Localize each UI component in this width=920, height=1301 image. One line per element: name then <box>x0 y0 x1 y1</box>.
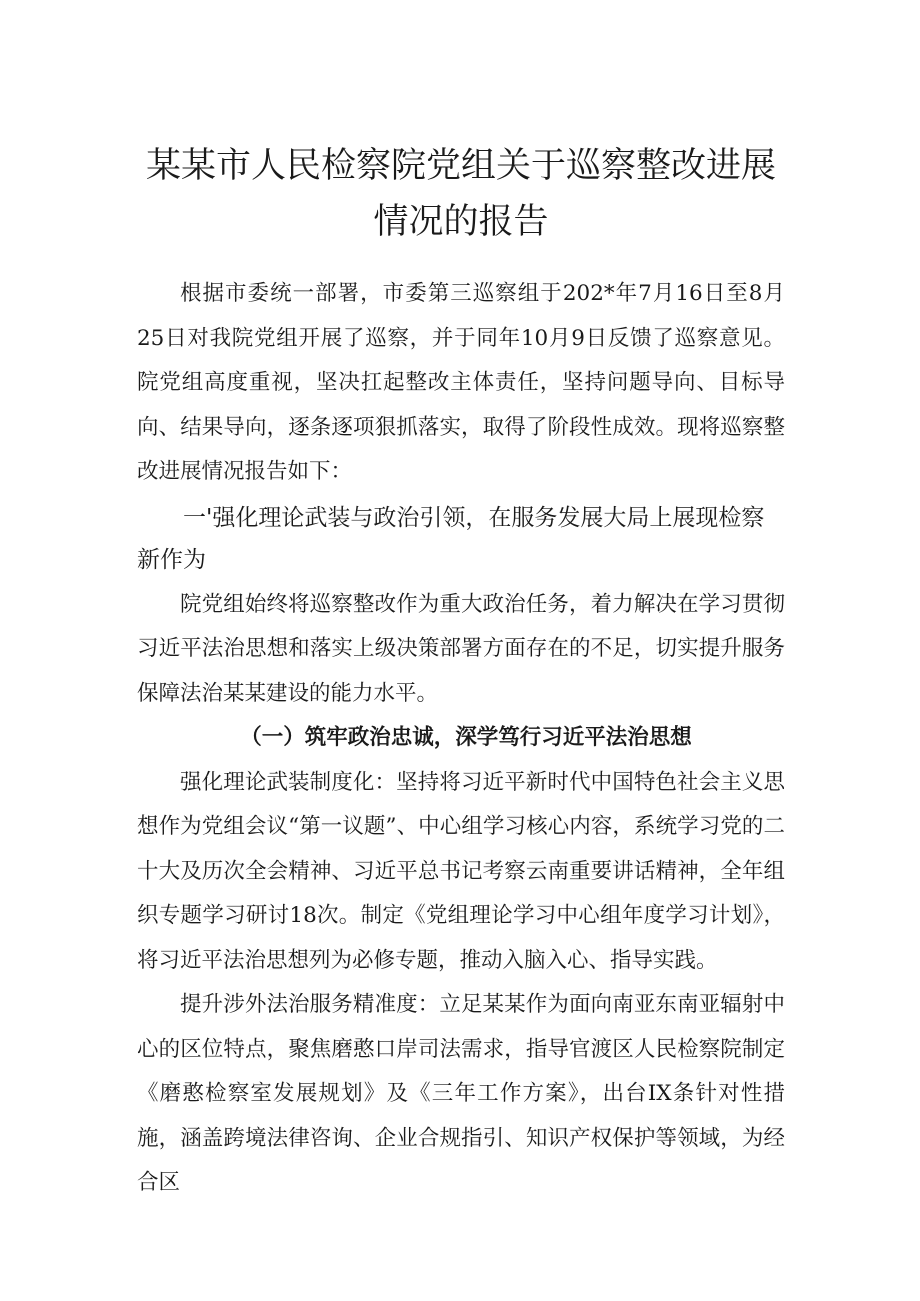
document-title <box>137 138 785 250</box>
subsection-1-heading: （一）筑牢政治忠诚，深学笃行习近平法治思想 <box>240 725 692 750</box>
title-line-1: 某某市人民检察院党组关于巡察整改进展 <box>145 146 776 186</box>
paragraph-theory-study: 强化理论武装制度化：坚持将习近平新时代中国特色社会主义思想作为党组会议“第一议题”、中心组学习核心内容，系统学习党的二十大及历次全会精神、习近平总书记考察云南重要讲话精神，全年组织专题学习研讨18次。制定《党组理论学习中心组年度学习计划》，将习近平法治思想列为必修专题，推动入脑入心、指导实践。 <box>137 769 785 973</box>
title-line-2: 情况的报告 <box>373 202 549 242</box>
paragraph-foreign-legal-service: 提升涉外法治服务精准度：立足某某作为面向南亚东南亚辐射中心的区位特点，聚焦磨憨口岸司法需求，指导官渡区人民检察院制定《磨憨检察室发展规划》及《三年工作方案》，出台IX条针对性措施，涵盖跨境法律咨询、企业合规指引、知识产权保护等领域，为经合区 <box>137 992 785 1195</box>
section-1-intro: 院党组始终将巡察整改作为重大政治任务，着力解决在学习贯彻习近平法治思想和落实上级决策部署方面存在的不足，切实提升服务保障法治某某建设的能力水平。 <box>137 591 785 706</box>
intro-paragraph: 根据市委统一部署，市委第三巡察组于202*年7月16日至8月25日对我院党组开展了巡察，并于同年10月9日反馈了巡察意见。院党组高度重视，坚决扛起整改主体责任，坚持问题导向、目标导向、结果导向，逐条逐项狠抓落实，取得了阶段性成效。现将巡察整改进展情况报告如下： <box>137 281 785 484</box>
section-1-heading: 一'强化理论武装与政治引领，在服务发展大局上展现检察新作为 <box>137 504 765 573</box>
